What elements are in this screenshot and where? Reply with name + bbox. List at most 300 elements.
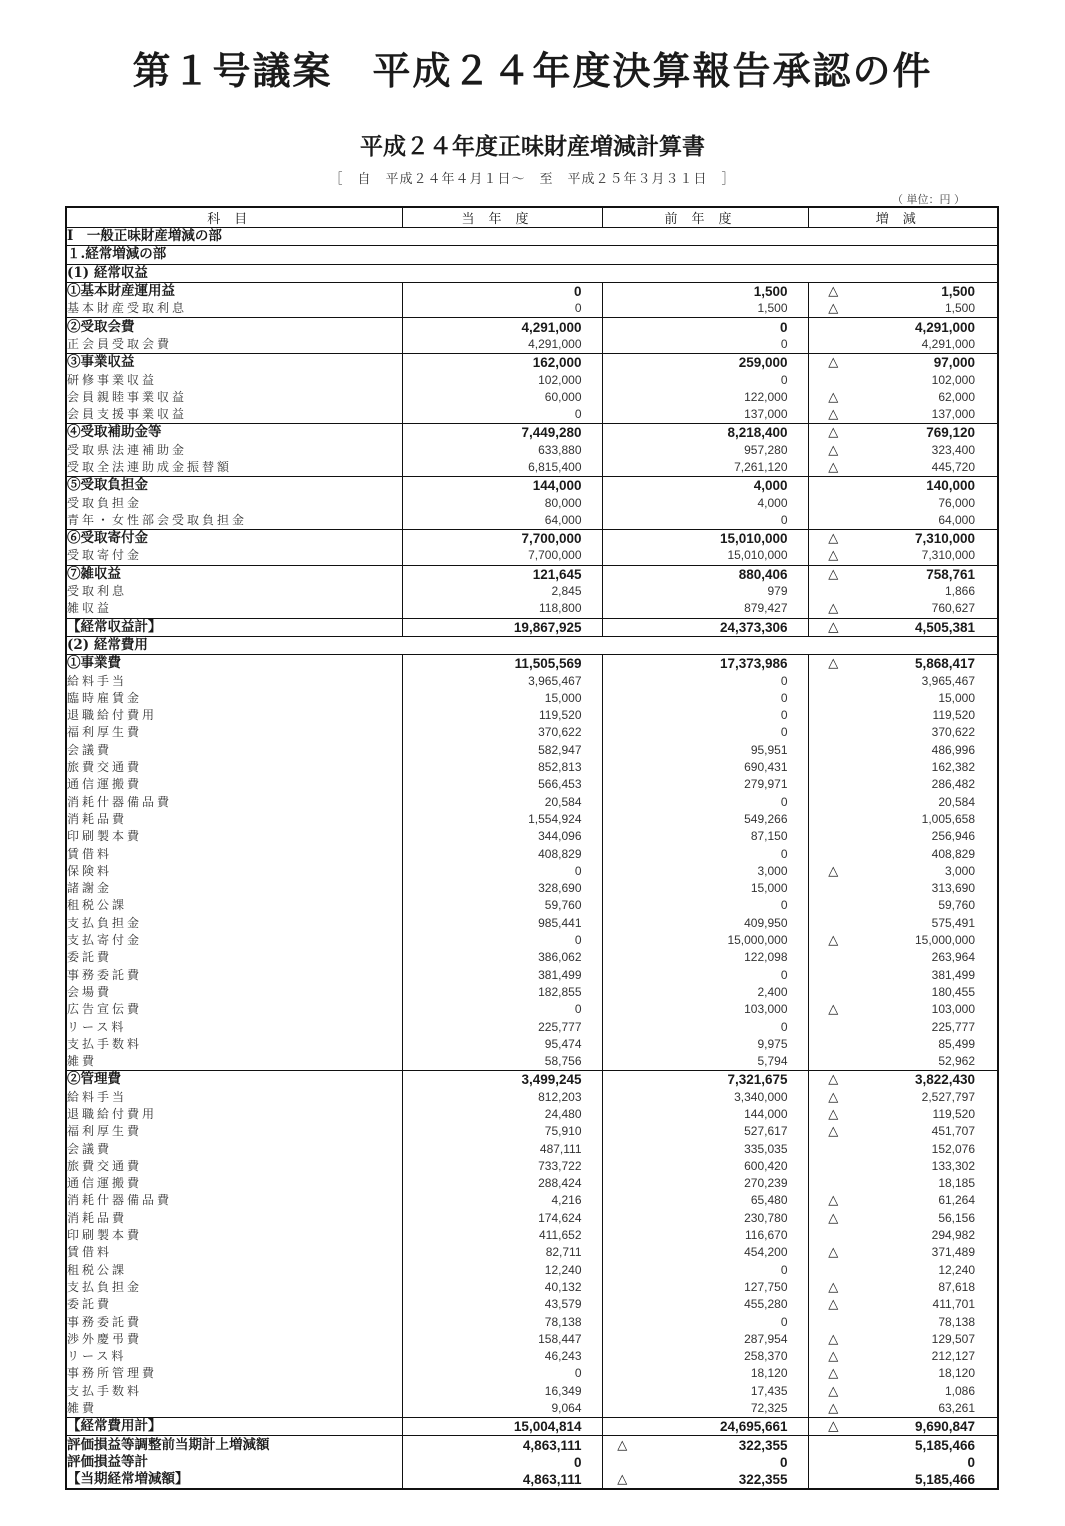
- header-previous-year: 前年度: [602, 207, 808, 228]
- item-name: 印刷製本費: [67, 1228, 143, 1243]
- difference-value: 4,291,000: [914, 319, 976, 335]
- item-name: ②受取会費: [67, 318, 135, 335]
- difference-negative-mark: △: [808, 600, 858, 618]
- item-name: 評価損益等調整前当期計上増減額: [67, 1436, 270, 1453]
- detail-row: [66, 811, 998, 828]
- detail-row: [66, 880, 998, 897]
- item-name: 賃借料: [67, 846, 113, 861]
- difference-negative-mark: [808, 672, 858, 689]
- difference-negative-mark: △: [808, 565, 858, 583]
- difference-value: 119,520: [932, 1106, 976, 1121]
- current-year-value: 3,499,245: [402, 1071, 602, 1089]
- previous-negative-mark: [602, 547, 642, 565]
- current-year-value: 0: [402, 300, 602, 318]
- item-name: 広告宣伝費: [67, 1002, 143, 1017]
- current-year-value: 0: [402, 1365, 602, 1382]
- difference-negative-mark: △: [808, 1123, 858, 1140]
- detail-row: [66, 845, 998, 862]
- previous-year-value: 230,780: [744, 1210, 788, 1225]
- current-year-value: 3,965,467: [402, 672, 602, 689]
- detail-row: [66, 494, 998, 511]
- previous-year-value: 87,150: [750, 829, 788, 844]
- difference-value: 323,400: [931, 442, 976, 457]
- difference-value: 4,291,000: [858, 336, 998, 354]
- previous-negative-mark: [602, 811, 642, 828]
- previous-negative-mark: [602, 655, 642, 673]
- difference-negative-mark: [808, 1262, 858, 1279]
- category-row: [66, 318, 998, 336]
- current-year-value: 985,441: [402, 915, 602, 932]
- detail-row: [66, 371, 998, 388]
- difference-negative-mark: △: [808, 1331, 858, 1348]
- previous-year-value: 5,794: [642, 1053, 808, 1071]
- previous-negative-mark: [602, 1036, 642, 1053]
- fiscal-period: ［ 自 平成２４年４月１日～ 至 平成２５年３月３１日 ］: [329, 172, 736, 187]
- detail-row: [66, 794, 998, 811]
- previous-negative-mark: [602, 949, 642, 966]
- difference-negative-mark: △: [808, 1001, 858, 1018]
- detail-row: [66, 724, 998, 741]
- item-name: 会議費: [67, 1141, 113, 1156]
- detail-row: [66, 690, 998, 707]
- difference-negative-mark: [808, 759, 858, 776]
- difference-negative-mark: [808, 371, 858, 388]
- previous-year-value: 0: [780, 967, 788, 982]
- difference-value: 52,962: [858, 1053, 998, 1071]
- current-year-value: 0: [402, 1454, 602, 1471]
- category-row: [66, 477, 998, 495]
- item-name: 受取負担金: [67, 495, 143, 510]
- previous-year-value: 690,431: [744, 760, 788, 775]
- previous-year-value: 7,261,120: [642, 459, 808, 477]
- detail-row: [66, 672, 998, 689]
- detail-row: [66, 406, 998, 424]
- previous-year-value: 259,000: [738, 355, 788, 371]
- previous-year-value: 127,750: [744, 1279, 788, 1294]
- current-year-value: 15,000: [402, 690, 602, 707]
- previous-negative-mark: [602, 984, 642, 1001]
- difference-negative-mark: [808, 794, 858, 811]
- current-year-value: 182,855: [402, 984, 602, 1001]
- current-year-value: 40,132: [402, 1279, 602, 1296]
- difference-value: 1,500: [941, 284, 976, 300]
- previous-year-value: 0: [780, 708, 788, 723]
- current-year-value: 4,291,000: [402, 318, 602, 336]
- detail-row: [66, 707, 998, 724]
- previous-year-value: 4,000: [757, 495, 788, 510]
- difference-negative-mark: △: [808, 442, 858, 459]
- item-name: 賃借料: [67, 1245, 113, 1260]
- difference-value: 371,489: [931, 1245, 976, 1260]
- table-body: [66, 228, 998, 1490]
- item-name: 保険料: [67, 863, 113, 878]
- previous-negative-mark: [602, 565, 642, 583]
- current-year-value: 4,863,111: [402, 1471, 602, 1489]
- difference-value: 76,000: [938, 495, 976, 510]
- difference-value: 59,760: [938, 898, 976, 913]
- previous-year-value: 322,355: [738, 1437, 788, 1453]
- difference-negative-mark: △: [808, 1071, 858, 1089]
- previous-negative-mark: [602, 1175, 642, 1192]
- previous-year-value: 879,427: [642, 600, 808, 618]
- difference-negative-mark: [808, 966, 858, 983]
- difference-value: 137,000: [858, 406, 998, 424]
- detail-row: [66, 984, 998, 1001]
- difference-value: 18,120: [938, 1366, 976, 1381]
- previous-negative-mark: [602, 776, 642, 793]
- previous-year-value: 0: [780, 673, 788, 688]
- difference-negative-mark: [808, 494, 858, 511]
- current-year-value: 225,777: [402, 1018, 602, 1035]
- difference-negative-mark: [808, 690, 858, 707]
- previous-year-value: 409,950: [744, 915, 788, 930]
- current-year-value: 1,554,924: [402, 811, 602, 828]
- current-year-value: 328,690: [402, 880, 602, 897]
- previous-negative-mark: [602, 932, 642, 949]
- item-name: 退職給付費用: [67, 708, 158, 723]
- difference-negative-mark: [808, 742, 858, 759]
- previous-year-value: 24,695,661: [642, 1418, 808, 1436]
- previous-negative-mark: [602, 1244, 642, 1261]
- detail-row: [66, 1244, 998, 1261]
- detail-row: [66, 1296, 998, 1313]
- item-name: 消耗什器備品費: [67, 794, 173, 809]
- detail-row: [66, 336, 998, 354]
- difference-negative-mark: △: [808, 1106, 858, 1123]
- difference-value: 2,527,797: [921, 1089, 976, 1104]
- item-name: 正会員受取会費: [66, 336, 402, 354]
- previous-year-value: 15,000,000: [727, 933, 788, 948]
- current-year-value: 408,829: [402, 845, 602, 862]
- previous-year-value: 2,400: [757, 984, 788, 999]
- previous-year-value: 24,373,306: [642, 618, 808, 636]
- difference-negative-mark: [808, 1140, 858, 1157]
- previous-year-value: 527,617: [744, 1124, 788, 1139]
- item-name: 受取利息: [67, 584, 128, 599]
- item-name: 租税公課: [67, 898, 128, 913]
- difference-value: 381,499: [931, 967, 976, 982]
- previous-negative-mark: △: [602, 1471, 642, 1489]
- item-name: 旅費交通費: [67, 1158, 143, 1173]
- previous-year-value: 3,000: [757, 863, 788, 878]
- current-year-value: 411,652: [402, 1227, 602, 1244]
- previous-negative-mark: [602, 1089, 642, 1106]
- current-year-value: 0: [402, 1001, 602, 1018]
- current-year-value: 64,000: [402, 512, 602, 530]
- difference-value: 3,000: [945, 863, 976, 878]
- current-year-value: 20,584: [402, 794, 602, 811]
- current-year-value: 6,815,400: [402, 459, 602, 477]
- current-year-value: 370,622: [402, 724, 602, 741]
- category-row: [66, 530, 998, 548]
- previous-negative-mark: [602, 282, 642, 300]
- difference-value: 256,946: [931, 829, 976, 844]
- item-name: ⑥受取寄付金: [67, 530, 148, 547]
- current-year-value: 12,240: [402, 1262, 602, 1279]
- item-name: 支払負担金: [67, 915, 143, 930]
- section-label: １.経常増減の部: [66, 246, 998, 264]
- difference-value: 119,520: [932, 708, 976, 723]
- previous-negative-mark: [602, 1140, 642, 1157]
- difference-negative-mark: [808, 1036, 858, 1053]
- detail-row: [66, 1001, 998, 1018]
- difference-value: 1,866: [945, 584, 976, 599]
- item-name: 通信運搬費: [67, 777, 143, 792]
- difference-negative-mark: △: [808, 406, 858, 424]
- item-name: ⑦雑収益: [67, 565, 121, 582]
- item-name: 会員支援事業収益: [66, 406, 402, 424]
- detail-row: [66, 1279, 998, 1296]
- detail-row: [66, 1227, 998, 1244]
- difference-value: 445,720: [858, 459, 998, 477]
- difference-negative-mark: △: [808, 530, 858, 548]
- difference-negative-mark: [808, 724, 858, 741]
- item-name: 受取県法連補助金: [67, 442, 188, 457]
- current-year-value: 288,424: [402, 1175, 602, 1192]
- current-year-value: 75,910: [402, 1123, 602, 1140]
- previous-year-value: 9,975: [757, 1036, 788, 1051]
- detail-row: [66, 459, 998, 477]
- difference-value: 1,005,658: [921, 811, 976, 826]
- detail-row: [66, 583, 998, 600]
- difference-negative-mark: [808, 776, 858, 793]
- previous-year-value: 455,280: [744, 1297, 788, 1312]
- total-row: [66, 1418, 998, 1436]
- previous-negative-mark: [602, 1348, 642, 1365]
- item-name: 受取寄付金: [66, 547, 402, 565]
- previous-negative-mark: [602, 966, 642, 983]
- detail-row: [66, 1262, 998, 1279]
- difference-negative-mark: △: [808, 547, 858, 565]
- difference-value: 1,086: [945, 1383, 976, 1398]
- item-name: 【経常収益計】: [66, 618, 402, 636]
- previous-year-value: 0: [780, 1262, 788, 1277]
- difference-negative-mark: [808, 1018, 858, 1035]
- previous-year-value: 122,000: [744, 389, 788, 404]
- detail-row: [66, 1331, 998, 1348]
- item-name: 委託費: [67, 950, 113, 965]
- difference-value: 15,000: [938, 690, 976, 705]
- difference-negative-mark: △: [808, 459, 858, 477]
- current-year-value: 102,000: [402, 371, 602, 388]
- difference-value: 9,690,847: [858, 1418, 998, 1436]
- difference-negative-mark: [808, 949, 858, 966]
- current-year-value: 119,520: [402, 707, 602, 724]
- previous-year-value: 15,010,000: [642, 547, 808, 565]
- difference-value: 129,507: [931, 1331, 976, 1346]
- difference-negative-mark: △: [808, 282, 858, 300]
- previous-year-value: 7,321,675: [727, 1072, 788, 1088]
- previous-negative-mark: [602, 1313, 642, 1330]
- difference-value: 56,156: [938, 1210, 976, 1225]
- item-name: ③事業収益: [67, 354, 135, 371]
- item-name: 消耗什器備品費: [67, 1193, 173, 1208]
- item-name: 旅費交通費: [67, 760, 143, 775]
- item-name: 支払手数料: [67, 1383, 143, 1398]
- item-name: 会員親睦事業収益: [67, 389, 188, 404]
- previous-negative-mark: [602, 442, 642, 459]
- detail-row: [66, 1089, 998, 1106]
- difference-value: 15,000,000: [914, 933, 976, 948]
- difference-value: 313,690: [931, 881, 976, 896]
- detail-row: [66, 1400, 998, 1418]
- current-year-value: 43,579: [402, 1296, 602, 1313]
- previous-year-value: 0: [780, 898, 788, 913]
- difference-value: 102,000: [931, 372, 976, 387]
- item-name: 通信運搬費: [67, 1176, 143, 1191]
- item-name: 会場費: [67, 984, 113, 999]
- difference-negative-mark: △: [808, 1365, 858, 1382]
- total-row: [66, 1436, 998, 1454]
- item-name: 委託費: [67, 1297, 113, 1312]
- previous-year-value: 17,435: [750, 1383, 788, 1398]
- current-year-value: 2,845: [402, 583, 602, 600]
- previous-year-value: 880,406: [738, 566, 788, 582]
- item-name: 基本財産受取利息: [66, 300, 402, 318]
- detail-row: [66, 442, 998, 459]
- previous-negative-mark: [602, 828, 642, 845]
- item-name: 諸謝金: [67, 881, 113, 896]
- current-year-value: 162,000: [402, 354, 602, 372]
- difference-value: 12,240: [938, 1262, 976, 1277]
- detail-row: [66, 863, 998, 880]
- previous-year-value: 600,420: [744, 1158, 788, 1173]
- unit-label: （ 単位：円 ）: [892, 193, 965, 206]
- previous-negative-mark: △: [602, 1436, 642, 1454]
- previous-year-value: 0: [780, 794, 788, 809]
- previous-negative-mark: [602, 424, 642, 442]
- previous-year-value: 15,000: [750, 881, 788, 896]
- category-row: [66, 354, 998, 372]
- difference-negative-mark: △: [808, 1383, 858, 1400]
- current-year-value: 16,349: [402, 1383, 602, 1400]
- difference-negative-mark: [808, 880, 858, 897]
- previous-negative-mark: [602, 1383, 642, 1400]
- previous-year-value: 144,000: [744, 1106, 788, 1121]
- difference-value: 408,829: [931, 846, 976, 861]
- section-label: (2) 経常費用: [66, 636, 998, 654]
- difference-value: 140,000: [926, 478, 976, 494]
- previous-year-value: 1,500: [753, 284, 788, 300]
- previous-negative-mark: [602, 1053, 642, 1071]
- previous-year-value: 549,266: [744, 811, 788, 826]
- previous-year-value: 8,218,400: [727, 425, 788, 441]
- current-year-value: 174,624: [402, 1210, 602, 1227]
- detail-row: [66, 1158, 998, 1175]
- detail-row: [66, 512, 998, 530]
- difference-value: 133,302: [931, 1158, 976, 1173]
- detail-row: [66, 897, 998, 914]
- current-year-value: 487,111: [402, 1140, 602, 1157]
- difference-value: 85,499: [938, 1036, 976, 1051]
- difference-negative-mark: [808, 1436, 858, 1454]
- item-name: 給料手当: [67, 673, 128, 688]
- previous-negative-mark: [602, 300, 642, 318]
- previous-negative-mark: [602, 583, 642, 600]
- difference-negative-mark: [808, 1313, 858, 1330]
- detail-row: [66, 776, 998, 793]
- current-year-value: 852,813: [402, 759, 602, 776]
- difference-negative-mark: △: [808, 389, 858, 406]
- previous-year-value: 15,010,000: [719, 531, 788, 547]
- previous-negative-mark: [602, 897, 642, 914]
- difference-negative-mark: △: [808, 424, 858, 442]
- previous-year-value: 979: [767, 584, 788, 599]
- difference-negative-mark: [808, 477, 858, 495]
- previous-year-value: 335,035: [744, 1141, 788, 1156]
- previous-negative-mark: [602, 794, 642, 811]
- item-name: 消耗品費: [67, 1210, 128, 1225]
- item-name: 雑収益: [66, 600, 402, 618]
- difference-value: 225,777: [931, 1019, 976, 1034]
- previous-year-value: 0: [780, 372, 788, 387]
- detail-row: [66, 300, 998, 318]
- current-year-value: 46,243: [402, 1348, 602, 1365]
- difference-negative-mark: △: [808, 1296, 858, 1313]
- difference-negative-mark: △: [808, 354, 858, 372]
- previous-negative-mark: [602, 406, 642, 424]
- item-name: 事務委託費: [67, 967, 143, 982]
- item-name: 福利厚生費: [67, 1124, 143, 1139]
- current-year-value: 144,000: [402, 477, 602, 495]
- difference-value: 5,185,466: [914, 1437, 976, 1453]
- difference-negative-mark: △: [808, 618, 858, 636]
- previous-negative-mark: [602, 494, 642, 511]
- detail-row: [66, 1175, 998, 1192]
- current-year-value: 158,447: [402, 1331, 602, 1348]
- previous-negative-mark: [602, 477, 642, 495]
- current-year-value: 812,203: [402, 1089, 602, 1106]
- difference-negative-mark: △: [808, 1279, 858, 1296]
- category-row: [66, 282, 998, 300]
- current-year-value: 60,000: [402, 389, 602, 406]
- previous-negative-mark: [602, 1331, 642, 1348]
- difference-value: 294,982: [931, 1228, 976, 1243]
- previous-year-value: 18,120: [750, 1366, 788, 1381]
- current-year-value: 121,645: [402, 565, 602, 583]
- item-name: 青年・女性部会受取負担金: [66, 512, 402, 530]
- current-year-value: 118,800: [402, 600, 602, 618]
- section-row: [66, 228, 998, 246]
- current-year-value: 80,000: [402, 494, 602, 511]
- item-name: 【経常費用計】: [66, 1418, 402, 1436]
- page-title: 第１号議案 平成２４年度決算報告承認の件: [132, 48, 933, 93]
- previous-year-value: 1,500: [642, 300, 808, 318]
- item-name: 印刷製本費: [67, 829, 143, 844]
- previous-negative-mark: [602, 1418, 642, 1436]
- previous-year-value: 17,373,986: [719, 656, 788, 672]
- difference-value: 64,000: [858, 512, 998, 530]
- difference-negative-mark: [808, 1227, 858, 1244]
- item-name: 雑費: [66, 1400, 402, 1418]
- previous-negative-mark: [602, 742, 642, 759]
- current-year-value: 15,004,814: [402, 1418, 602, 1436]
- difference-negative-mark: [808, 1158, 858, 1175]
- header-current-year: 当年度: [402, 207, 602, 228]
- detail-row: [66, 742, 998, 759]
- previous-negative-mark: [602, 845, 642, 862]
- item-name: ⑤受取負担金: [67, 477, 148, 494]
- previous-year-value: 0: [780, 846, 788, 861]
- previous-negative-mark: [602, 1123, 642, 1140]
- previous-negative-mark: [602, 915, 642, 932]
- difference-negative-mark: [808, 984, 858, 1001]
- current-year-value: 7,449,280: [402, 424, 602, 442]
- total-row: [66, 1471, 998, 1489]
- item-name: 支払手数料: [67, 1036, 143, 1051]
- difference-value: 451,707: [931, 1124, 976, 1139]
- previous-negative-mark: [602, 759, 642, 776]
